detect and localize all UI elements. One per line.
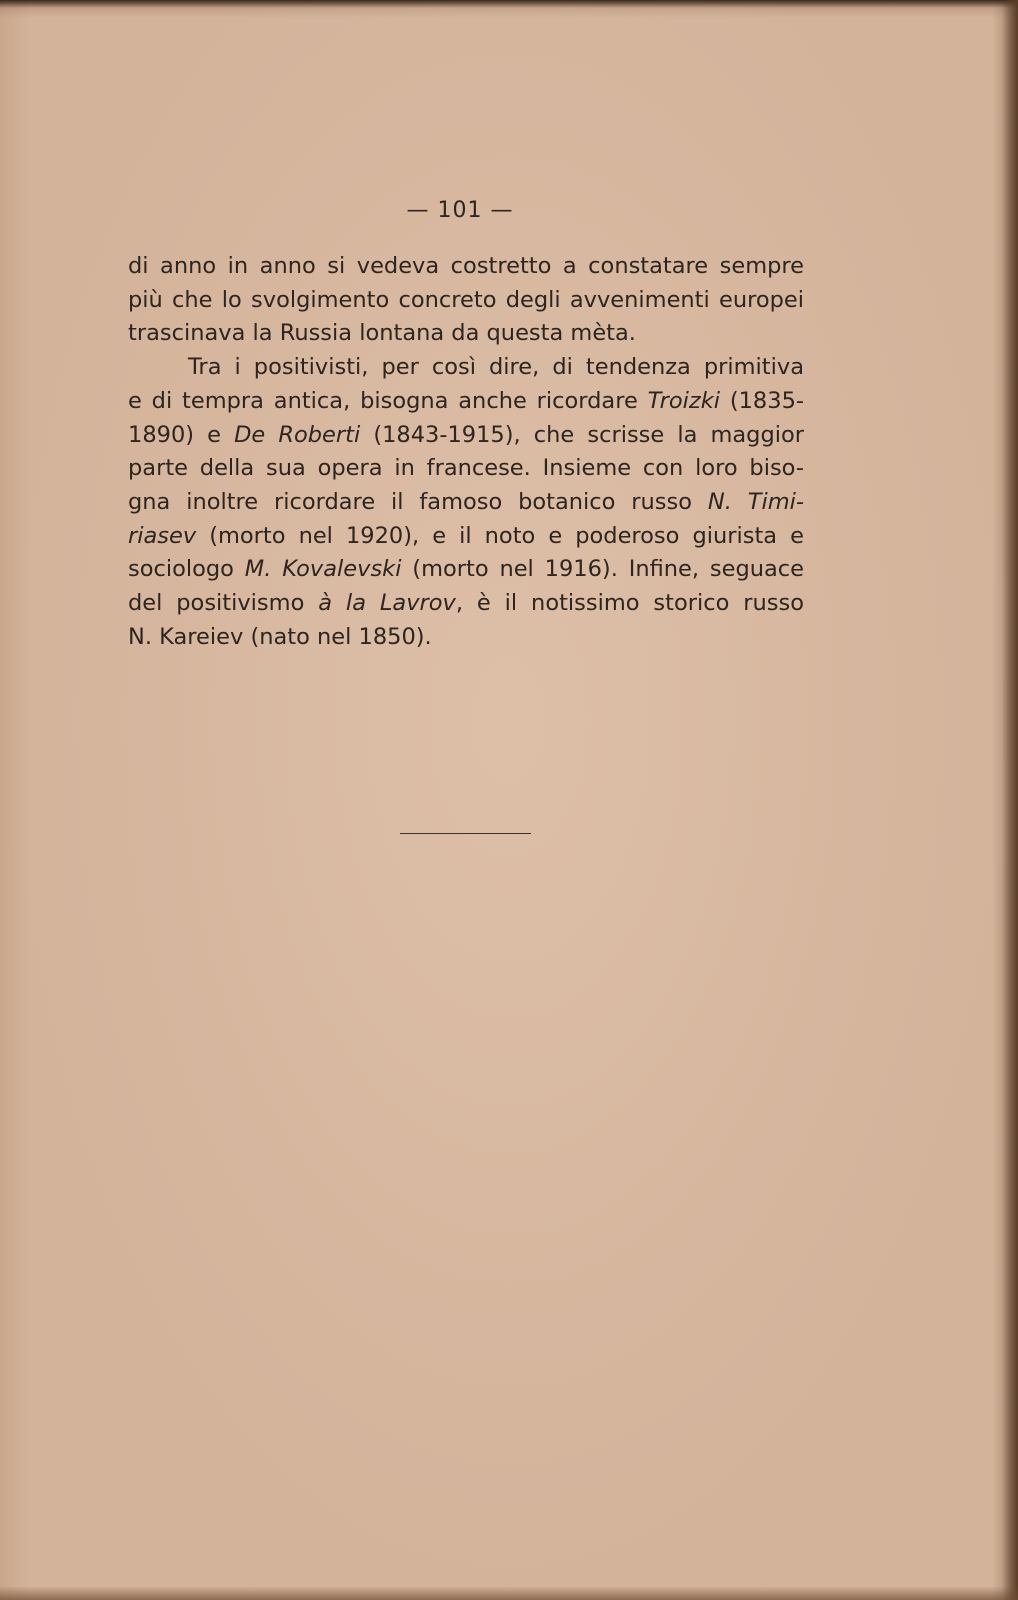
text-line: [128, 452, 804, 486]
text-line: [128, 553, 804, 587]
text-run: , è il notissimo storico russo: [455, 590, 804, 617]
text-run: (morto nel 1916). Infine, seguace: [401, 556, 804, 583]
text-run: Tra i positivisti, per così dire, di tendenza primitiva: [188, 354, 804, 381]
text-run: (morto nel 1920), e il noto e poderoso giurista e: [196, 522, 804, 549]
text-run: gna inoltre ricordare il famoso botanico russo: [128, 488, 708, 515]
text-line: [128, 520, 804, 554]
text-run: (1843-1915), che scrisse la maggior: [360, 421, 805, 448]
italic-name: M. Kovalevski: [244, 556, 402, 583]
text-line: [128, 385, 804, 419]
text-run: sociologo: [128, 556, 245, 583]
text-line: [128, 419, 804, 453]
section-end-rule: [400, 833, 531, 834]
text-run: del positivismo: [128, 590, 319, 617]
italic-name: Troizki: [647, 387, 720, 414]
text-run: e di tempra antica, bisogna anche ricordare: [128, 387, 648, 414]
page-bottom-edge: [0, 1586, 1018, 1600]
body-text: [128, 250, 804, 654]
text-run: N. Kareiev (nato nel 1850).: [128, 623, 432, 650]
italic-name: à la Lavrov: [318, 590, 456, 617]
text-run: di anno in anno si vedeva costretto a constatare sempre: [128, 253, 804, 279]
text-run: (1835-: [720, 387, 804, 414]
italic-name: N. Timi-: [707, 488, 805, 515]
italic-name: riasev: [128, 522, 197, 549]
text-line: [128, 621, 804, 655]
page-right-edge: [1002, 0, 1018, 1600]
page-top-edge: [0, 0, 1018, 8]
text-line: [128, 587, 804, 621]
text-line: [128, 250, 804, 284]
text-line: [128, 486, 804, 520]
italic-name: De Roberti: [234, 421, 361, 448]
text-run: parte della sua opera in francese. Insieme con loro biso-: [128, 455, 804, 482]
page-number: — 101 —: [406, 198, 514, 223]
text-line: [128, 317, 804, 351]
text-run: trascinava la Russia lontana da questa mèta.: [128, 320, 636, 347]
text-line: [128, 351, 804, 385]
text-line: [128, 284, 804, 318]
text-run: più che lo svolgimento concreto degli avvenimenti europei: [128, 286, 804, 313]
text-run: 1890) e: [128, 421, 235, 448]
